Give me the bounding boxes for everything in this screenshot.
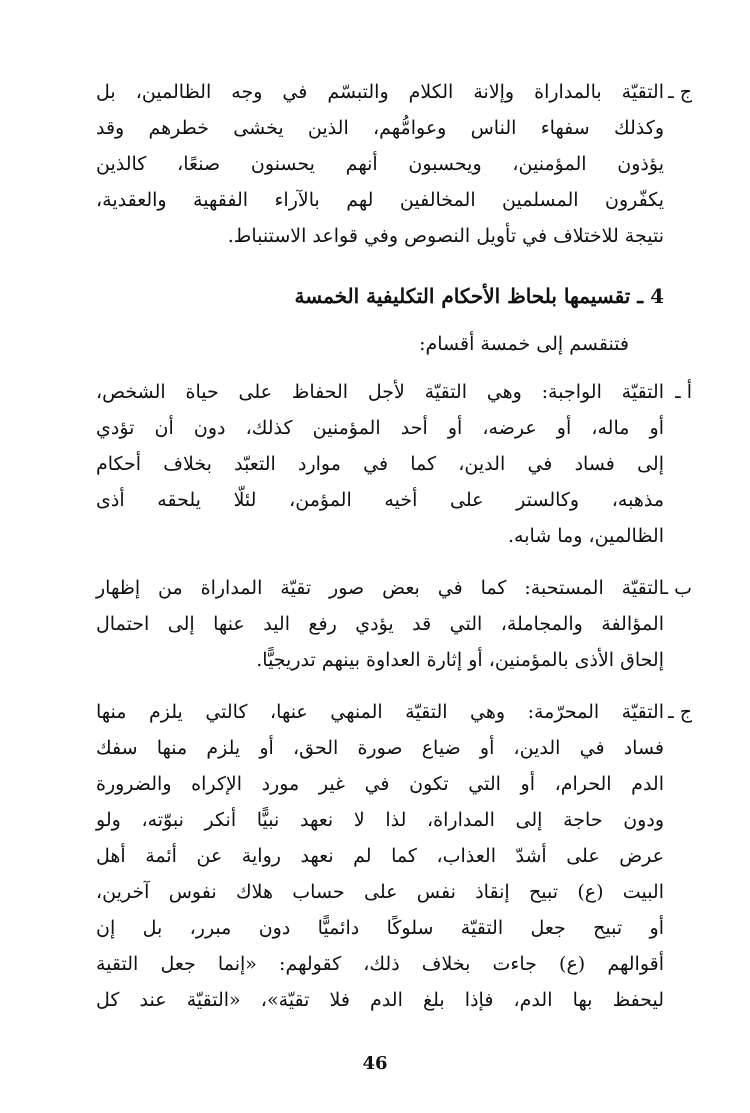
text-line: يكفّرون المسلمين المخالفين لهم بالآراء الفقهية والعقدية،: [96, 189, 664, 211]
text-line: وكذلك سفهاء الناس وعوامُّهم، الذين يخشى خطرهم وقد: [96, 117, 664, 139]
text-line: التقيّة المستحبة: كما في بعض صور تقيّة المداراة من إظهار: [96, 577, 664, 599]
text-line: يؤذون المؤمنين، ويحسبون أنهم يحسنون صنعًا، كالذين: [96, 153, 664, 175]
text-line: البيت (ع) تبيح إنقاذ نفس على حساب هلاك نفوس آخرين،: [96, 881, 664, 903]
text-line: مذهبه، وكالستر على أخيه المؤمن، لئلّا يلحقه أذى: [96, 489, 664, 511]
item-marker-a: أ ـ: [675, 381, 692, 403]
text-line: التقيّة بالمداراة وإلانة الكلام والتبسّم في وجه الظالمين، بل: [96, 81, 664, 103]
text-line: المؤالفة والمجاملة، التي قد يؤدي رفع اليد عنها إلى احتمال: [96, 613, 664, 635]
item-marker-c: ج ـ: [668, 701, 692, 723]
text-line: الدم الحرام، أو التي تكون في غير مورد الإكراه والضرورة: [96, 773, 664, 795]
intro-text: فتنقسم إلى خمسة أقسام:: [419, 333, 629, 355]
section-heading: 4 ـ تقسيمها بلحاظ الأحكام التكليفية الخمسة: [294, 284, 664, 308]
text-line: عرض على أشدّ العذاب، كما لم نعهد رواية عن أئمة أهل: [96, 845, 664, 867]
text-line: فساد في الدين، أو ضياع صورة الحق، أو يلزم منها سفك: [96, 737, 664, 759]
text-line: نتيجة للاختلاف في تأويل النصوص وفي قواعد الاستنباط.: [227, 225, 664, 247]
text-line: التقيّة الواجبة: وهي التقيّة لأجل الحفاظ على حياة الشخص،: [96, 381, 664, 403]
text-line: ليحفظ بها الدم، فإذا بلغ الدم فلا تقيّة»، «التقيّة عند كل: [96, 989, 664, 1011]
text-line: أو ماله، أو عرضه، أو أحد المؤمنين كذلك، دون أن تؤدي: [96, 417, 664, 439]
text-line: ودون حاجة إلى المداراة، لذا لا نعهد نبيًّا أنكر نبوّته، ولو: [96, 809, 664, 831]
text-line: إلى فساد في الدين، كما في موارد التعبّد بخلاف أحكام: [96, 453, 664, 475]
item-marker-b: ب ـ: [662, 577, 692, 599]
text-line: الظالمين، وما شابه.: [508, 525, 664, 547]
item-marker-c-cont: ج ـ: [668, 81, 692, 103]
text-line: التقيّة المحرّمة: وهي التقيّة المنهي عنها، كالتي يلزم منها: [96, 701, 664, 723]
text-line: أقوالهم (ع) جاءت بخلاف ذلك، كقولهم: «إنما جعل التقية: [96, 953, 664, 975]
text-line: أو تبيح جعل التقيّة سلوكًا دائميًّا دون مبرر، بل إن: [96, 917, 664, 939]
page-number: 46: [362, 1053, 388, 1074]
text-line: إلحاق الأذى بالمؤمنين، أو إثارة العداوة بينهم تدريجيًّا.: [256, 649, 664, 671]
